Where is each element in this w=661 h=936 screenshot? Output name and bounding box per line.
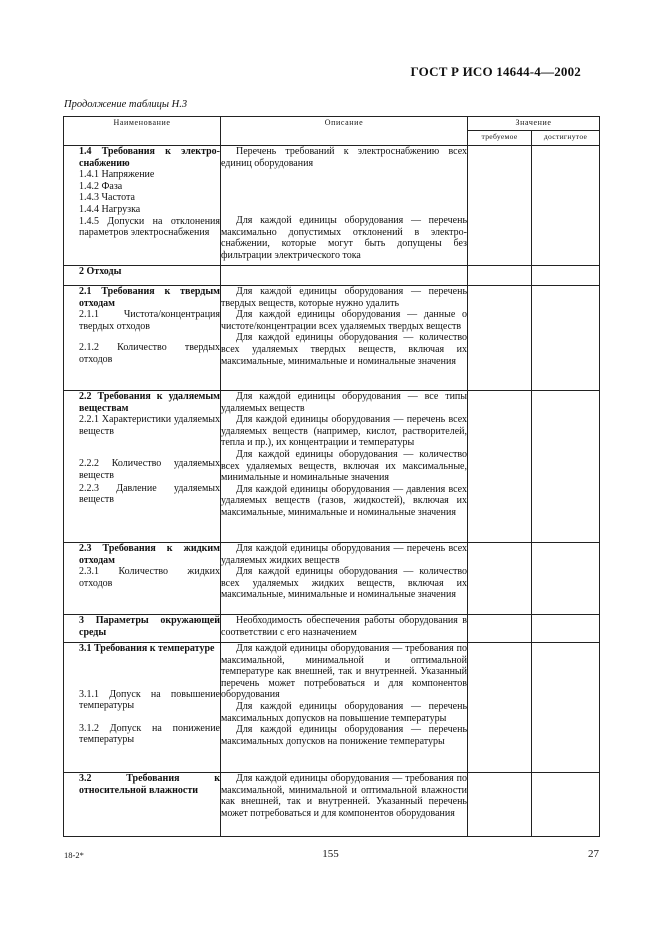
required-value-cell <box>468 146 532 266</box>
section-title: 3.2 Требования к относительной влажности <box>79 773 220 796</box>
item-label: 3.1.1 Допуск на повышение температуры <box>79 688 220 712</box>
achieved-value-cell <box>532 773 600 837</box>
column-header-name: Наименование <box>64 117 221 146</box>
description-text: Для каждой единицы оборудования — данные о чистоте/концентрации всех удаляемых твердых веществ <box>221 309 467 332</box>
achieved-value-cell <box>532 615 600 643</box>
table-row <box>64 266 600 286</box>
description-text: Для каждой единицы оборудования — перечень максимально допустимых отклонений в электро-снабжении, которые могут быть допущены без фильтрации электрического тока <box>221 215 467 261</box>
column-header-required: требуемое <box>468 131 532 146</box>
row-description-cell <box>221 615 468 643</box>
description-text: Для каждой единицы оборудования — требования по максимальной, минимальной и оптимальной температуре как внешней, так и внутренней. Указанный перечень может потребоваться и для компонентов оборудования <box>221 643 467 701</box>
item-label: 2.2.3 Давление удаляемых веществ <box>79 482 220 506</box>
item-label: 2.3.1 Количество жидких отходов <box>79 566 220 589</box>
section-title: 1.4 Требования к электро-снабжению <box>79 146 220 169</box>
row-name-cell <box>64 146 221 266</box>
footer-page-number-right: 27 <box>588 848 599 860</box>
document-code: ГОСТ Р ИСО 14644-4—2002 <box>410 64 581 79</box>
required-value-cell <box>468 286 532 391</box>
row-description-cell <box>221 146 468 266</box>
achieved-value-cell <box>532 543 600 615</box>
item-label: 3.1.2 Допуск на понижение температуры <box>79 722 220 746</box>
description-text: Для каждой единицы оборудования — перечень всех удаляемых веществ (например, кислот, растворителей, тепла и пр.), их концентрации и температуры <box>221 414 467 449</box>
item-label: 2.1.1 Чистота/концентрация твердых отходов <box>79 309 220 332</box>
table-row <box>64 286 600 391</box>
row-name-cell <box>64 286 221 391</box>
description-text: Для каждой единицы оборудования — перечень максимальных допусков на повышение температуры <box>221 700 467 724</box>
row-name-cell <box>64 543 221 615</box>
achieved-value-cell <box>532 391 600 543</box>
table-row <box>64 146 600 266</box>
row-name-cell <box>64 643 221 773</box>
description-text: Для каждой единицы оборудования — количество всех удаляемых твердых веществ, включая их максимальные, минимальные и номинальные значения <box>221 332 467 367</box>
item-label: 1.4.3 Частота <box>79 192 135 204</box>
row-description-cell <box>221 286 468 391</box>
section-title: 2.2 Требования к удаляемым веществам <box>79 391 220 414</box>
table-caption: Продолжение таблицы Н.3 <box>64 99 188 110</box>
achieved-value-cell <box>532 266 600 286</box>
required-value-cell <box>468 391 532 543</box>
description-text: Для каждой единицы оборудования — все типы удаляемых веществ <box>221 391 467 414</box>
required-value-cell <box>468 643 532 773</box>
section-title: 3 Параметры окружающей среды <box>79 615 220 638</box>
table-row <box>64 615 600 643</box>
description-text: Необходимость обеспечения работы оборудования в соответствии с его назначением <box>221 615 467 638</box>
description-text: Перечень требований к электроснабжению всех единиц оборудования <box>221 146 467 169</box>
item-label: 2.2.2 Количество удаляемых веществ <box>79 458 220 481</box>
row-description-cell <box>221 391 468 543</box>
row-description-cell <box>221 643 468 773</box>
description-text: Для каждой единицы оборудования — перечень всех удаляемых жидких веществ <box>221 543 467 566</box>
item-label: 1.4.1 Напряжение <box>79 169 155 181</box>
description-text: Для каждой единицы оборудования — требования по максимальной, минимальной и оптимальной влажности как внешней, так и внутренней. Указанный перечень может потребоваться и для компонентов оборудования <box>221 773 467 819</box>
column-header-description: Описание <box>221 117 468 146</box>
table-row <box>64 391 600 543</box>
required-value-cell <box>468 266 532 286</box>
table-row <box>64 643 600 773</box>
required-value-cell <box>468 615 532 643</box>
table-row <box>64 543 600 615</box>
section-title: 2.3 Требования к жидким отходам <box>79 543 220 566</box>
item-label: 1.4.4 Нагрузка <box>79 203 141 215</box>
description-text: Для каждой единицы оборудования — давления всех удаляемых веществ (газов, жидкостей), включая их максимальные, минимальные и номинальные значения <box>221 483 467 518</box>
description-text: Для каждой единицы оборудования — количество всех удаляемых веществ, включая их максимальные, минимальные и номинальные значения <box>221 448 467 484</box>
row-description-cell <box>221 773 468 837</box>
item-label: 1.4.2 Фаза <box>79 180 123 192</box>
footer-page-number-center: 155 <box>322 848 339 860</box>
achieved-value-cell <box>532 286 600 391</box>
table-row <box>64 773 600 837</box>
description-text: Для каждой единицы оборудования — перечень максимальных допусков на понижение температуры <box>221 724 467 747</box>
description-text: Для каждой единицы оборудования — перечень твердых веществ, которые нужно удалить <box>221 286 467 309</box>
achieved-value-cell <box>532 643 600 773</box>
description-text: Для каждой единицы оборудования — количество всех удаляемых жидких веществ, включая их максимальные, минимальные и номинальные значения <box>221 566 467 601</box>
section-title: 2 Отходы <box>79 266 122 277</box>
required-value-cell <box>468 773 532 837</box>
table-header-row <box>64 117 600 131</box>
row-description-cell <box>221 266 468 286</box>
section-title: 2.1 Требования к твердым отходам <box>79 286 220 309</box>
footer-sheet-mark: 18-2* <box>64 850 84 860</box>
requirements-table <box>63 116 600 837</box>
column-header-value: Значение <box>468 117 600 131</box>
required-value-cell <box>468 543 532 615</box>
item-label: 2.1.2 Количество твердых отходов <box>79 342 220 365</box>
column-header-achieved: достигнутое <box>532 131 600 146</box>
section-title: 3.1 Требования к температуре <box>79 643 215 654</box>
row-name-cell <box>64 266 221 286</box>
achieved-value-cell <box>532 146 600 266</box>
item-label: 1.4.5 Допуски на отклонения параметров электроснабжения <box>79 215 220 239</box>
row-description-cell <box>221 543 468 615</box>
item-label: 2.2.1 Характеристики удаляемых веществ <box>79 414 220 437</box>
row-name-cell <box>64 615 221 643</box>
row-name-cell <box>64 773 221 837</box>
row-name-cell <box>64 391 221 543</box>
